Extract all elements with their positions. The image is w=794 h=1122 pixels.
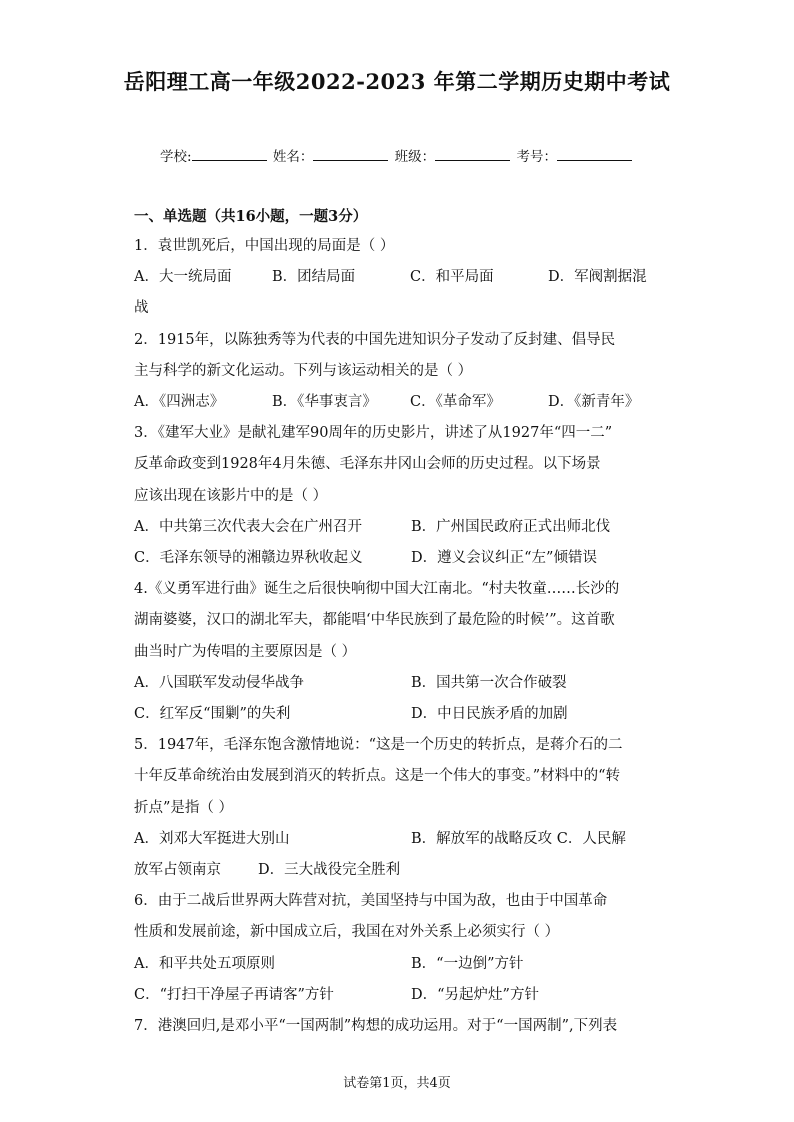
- option-c[interactable]: C．和平局面: [410, 269, 494, 286]
- question-4-line: 4.《义勇军进行曲》诞生之后很快响彻中国大江南北。“村夫牧童……长沙的: [134, 581, 620, 598]
- school-field[interactable]: [192, 148, 267, 161]
- question-2-options: [134, 387, 662, 418]
- question-6-line: 6．由于二战后世界两大阵营对抗，美国坚持与中国为敌，也由于中国革命: [134, 893, 608, 910]
- option-c[interactable]: C．红军反“围剿”的失利: [134, 706, 291, 723]
- option-b[interactable]: B．团结局面: [272, 269, 356, 286]
- question-3-options-row: [134, 512, 662, 543]
- question-5-line: 十年反革命统治由发展到消灭的转折点。这是一个伟大的事变。”材料中的“转: [134, 768, 621, 785]
- question-6-options-row: [134, 980, 662, 1011]
- class-label: 班级：: [394, 149, 436, 165]
- option-c[interactable]: C．毛泽东领导的湘赣边界秋收起义: [134, 550, 363, 567]
- question-4-options-row: [134, 668, 662, 699]
- question-4-line: 湖南婆婆，汉口的湖北军夫，都能唱‘中华民族到了最危险的时候’”。这首歌: [134, 612, 615, 629]
- school-label: 学校:: [160, 149, 192, 165]
- question-2-line: 2．1915年，以陈独秀等为代表的中国先进知识分子发动了反封建、倡导民: [134, 331, 616, 348]
- option-a[interactable]: A．八国联军发动侵华战争: [134, 674, 304, 691]
- option-a[interactable]: A．和平共处五项原则: [134, 955, 275, 972]
- question-3-line: 反革命政变到1928年4月朱德、毛泽东井冈山会师的历史过程。以下场景: [134, 456, 601, 473]
- option-b[interactable]: B．广州国民政府正式出师北伐: [411, 518, 611, 535]
- name-field[interactable]: [313, 148, 388, 161]
- option-c[interactable]: C．《革命军》: [410, 394, 501, 411]
- question-1-option-continuation: 战: [134, 300, 149, 317]
- exam-title: 岳阳理工高一年级2022-2023 年第二学期历史期中考试: [123, 69, 671, 94]
- question-1-stem: 1．袁世凯死后，中国出现的局面是（ ）: [134, 238, 395, 254]
- option-d[interactable]: D．遵义会议纠正“左”倾错误: [411, 550, 597, 567]
- option-b[interactable]: B．国共第一次合作破裂: [411, 674, 567, 691]
- section-heading: 一、单选题（共16小题，一题3分）: [134, 208, 368, 225]
- question-6-line: 性质和发展前途，新中国成立后，我国在对外关系上必须实行（ ）: [134, 924, 560, 941]
- option-a[interactable]: A．《四洲志》: [134, 394, 225, 411]
- question-3-options-row: [134, 543, 662, 574]
- question-3-line: 3．《建军大业》是献礼建军90周年的历史影片，讲述了从1927年“四一二”: [134, 425, 613, 442]
- option-d[interactable]: D．“另起炉灶”方针: [411, 986, 539, 1003]
- question-5-options-row: [134, 855, 662, 886]
- option-a[interactable]: A．刘邓大军挺进大别山: [134, 830, 290, 847]
- option-b[interactable]: B．“一边倒”方针: [411, 955, 524, 972]
- option-d[interactable]: D．中日民族矛盾的加剧: [411, 706, 568, 723]
- question-4-options-row: [134, 699, 662, 730]
- question-5-line: 5．1947年，毛泽东饱含激情地说：“这是一个历史的转折点，是蒋介石的二: [134, 737, 623, 754]
- exam-number-field[interactable]: [557, 148, 632, 161]
- question-1-options: [134, 262, 662, 293]
- class-field[interactable]: [435, 148, 510, 161]
- question-4-line: 曲当时广为传唱的主要原因是（ ）: [134, 643, 357, 660]
- option-a[interactable]: A．大一统局面: [134, 269, 232, 286]
- option-d[interactable]: D．三大战役完全胜利: [258, 862, 401, 879]
- option-a[interactable]: A．中共第三次代表大会在广州召开: [134, 518, 362, 535]
- question-3-line: 应该出现在该影片中的是（ ）: [134, 487, 328, 504]
- name-label: 姓名：: [272, 149, 314, 165]
- question-5-options-row: [134, 824, 662, 855]
- question-7-line: 7．港澳回归,是邓小平“一国两制”构想的成功运用。对于“一国两制”,下列表: [134, 1018, 618, 1035]
- question-list: [134, 203, 662, 1042]
- option-c-continuation[interactable]: 放军占领南京: [134, 862, 221, 879]
- student-info-line: [0, 145, 794, 165]
- question-5-line: 折点”是指（ ）: [134, 799, 234, 816]
- question-6-options-row: [134, 949, 662, 980]
- option-c[interactable]: C．“打扫干净屋子再请客”方针: [134, 986, 334, 1003]
- option-d[interactable]: D．军阀割据混: [548, 269, 647, 286]
- option-d[interactable]: D．《新青年》: [548, 394, 640, 411]
- option-b-c[interactable]: B．解放军的战略反攻 C．人民解: [411, 830, 626, 847]
- option-b[interactable]: B．《华事衷言》: [272, 394, 377, 411]
- exam-number-label: 考号：: [516, 149, 557, 165]
- question-2-line: 主与科学的新文化运动。下列与该运动相关的是（ ）: [134, 362, 473, 379]
- page-footer: 试卷第1页，共4页: [343, 1076, 451, 1091]
